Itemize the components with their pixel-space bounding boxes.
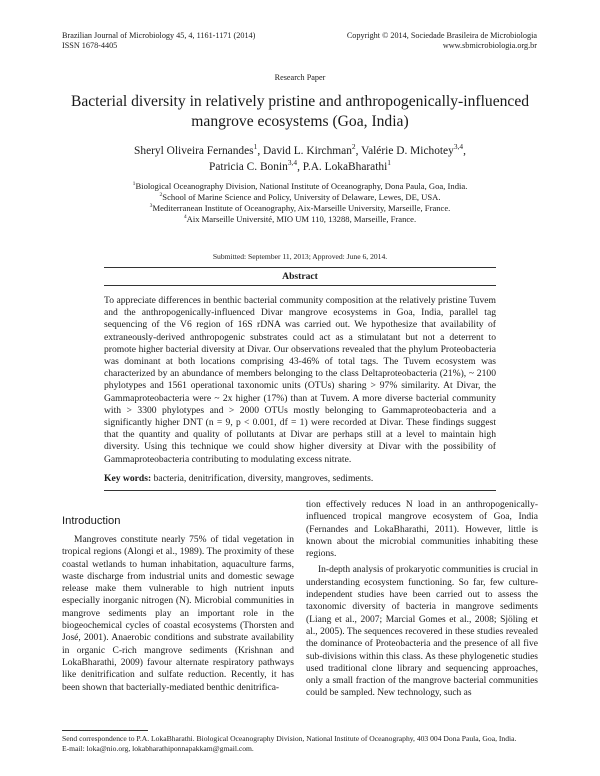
- journal-citation: [62, 31, 255, 51]
- abstract-heading-rule: [104, 285, 496, 286]
- intro-paragraph: In-depth analysis of prokaryotic communities is crucial in understanding ecosystem functioning. So far, few culture-independent studies have been carried out to assess the taxonomic diversity of bacteria in mangrove sediments (Liang et al., 2007; Marcial Gomes et al., 2008; Sjöling et al., 2005). The sequences recovered in these studies revealed the dominance of Proteobacteria and the presence of all five sub-divisions within this class. As these phylogenetic studies used traditional clone library and sequencing approaches, only a small fraction of the mangrove bacterial communities could be sampled. New technology, such as: [306, 565, 538, 699]
- issn: ISSN 1678-4405: [62, 41, 118, 50]
- abstract-bottom-rule: [104, 490, 496, 491]
- abstract-top-rule: [104, 267, 496, 268]
- intro-right-column: [306, 499, 538, 700]
- paper-type: Research Paper: [274, 73, 326, 82]
- website[interactable]: www.sbmicrobiologia.org.br: [442, 41, 537, 50]
- intro-left-column: [62, 534, 294, 694]
- section-heading-introduction: Introduction: [62, 515, 121, 527]
- abstract-heading: Abstract: [282, 271, 318, 282]
- affiliation: $^1$Biological Oceanography Division, National Institute of Oceanography, Dona Paula, Goa, India.: [132, 181, 468, 191]
- correspondence-footnote: [62, 734, 542, 753]
- copyright-block: [347, 31, 537, 51]
- journal-line: Brazilian Journal of Microbiology 45, 4, 1161-1171 (2014): [62, 31, 256, 40]
- copyright: Copyright © 2014, Sociedade Brasileira de Microbiologia: [346, 31, 537, 40]
- author-list: [95, 143, 505, 175]
- footnote-email[interactable]: E-mail: loka@nio.org, lokabharathiponnapakkam@gmail.com.: [62, 743, 254, 753]
- author: David L. Kirchman$^2$,: [263, 142, 362, 157]
- footnote-line: Send correspondence to P.A. LokaBharathi. Biological Oceanography Division, National Institute of Oceanography, 403 004 Dona Paula, Goa, India.: [62, 734, 517, 743]
- keywords: [104, 473, 496, 485]
- abstract-text: To appreciate differences in benthic bacterial community composition at the relatively pristine Tuvem and the anthropogenically-influenced Divar mangrove ecosystems in Goa, India, parallel tag sequencing of the V6 region of 16S rDNA was carried out. We hypothesize that availability of extraneously-derived anthropogenic substrates could act as a stimulatant but not a deterrent to promote higher bacterial diversity at Divar. Our observations revealed that the phylum Proteobacteria was dominant at both locations comprising 43-46% of total tags. The Tuvem ecosystem was characterized by an abundance of members belonging to the class Deltaproteobacteria (21%), ~ 2100 phylotypes and 1561 operational taxonomic units (OTUs) sharing > 97% similarity. At Divar, the Gammaproteobacteria were ~ 2x higher (17%) than at Tuvem. A more diverse bacterial community with > 3300 phylotypes and > 2000 OTUs mostly belonging to Gammaproteobacteria and a significantly higher DNT (n = 9, p < 0.001, df = 1) were recorded at Divar. These findings suggest that the quantity and quality of pollutants at Divar are perhaps still at a level to maintain high diversity. Using this technique we could show higher diversity at Divar with the possibility of Gammaproteobacteria contributing to modulating excess nitrate.: [104, 295, 496, 465]
- author: Patricia C. Bonin$^{3,4}$,: [209, 158, 303, 173]
- affiliation: $^4$Aix Marseille Université, MIO UM 110, 13288, Marseille, France.: [183, 214, 417, 224]
- intro-paragraph: Mangroves constitute nearly 75% of tidal vegetation in tropical regions (Alongi et al., 1989). The proximity of these coastal wetlands to human inhabitation, aquaculture farms, waste discharge from industrial units and domestic sewage release make them vulnerable to high nutrient inputs especially inorganic nitrogen (N). Microbial communities in mangrove sediments play an important role in the biogeochemical cycles of coastal ecosystems (Thorsten and José, 2001). Anaerobic conditions and substrate availability in organic C-rich mangrove sediments (Krishnan and LokaBharathi, 2009) favour alternate respiratory pathways like denitrification and sulfate reduction. Recently, it has been shown that bacterially-mediated benthic denitrifica-: [62, 535, 294, 693]
- author: P.A. LokaBharathi$^1$: [302, 158, 391, 173]
- affiliation: $^3$Mediterranean Institute of Oceanography, Aix-Marseille University, Marseille, France.: [149, 203, 451, 213]
- affiliation: $^2$School of Marine Science and Policy, University of Delaware, Lewes, DE, USA.: [159, 192, 441, 202]
- keywords-label: Key words:: [104, 473, 152, 484]
- keywords-text: bacteria, denitrification, diversity, mangroves, sediments.: [153, 473, 374, 484]
- footnote-rule: [62, 730, 148, 731]
- author: Sheryl Oliveira Fernandes$^1$,: [134, 142, 264, 157]
- paper-title: Bacterial diversity in relatively pristine and anthropogenically-influenced mangrove ecosystems (Goa, India): [70, 93, 530, 130]
- author: Valérie D. Michotey$^{3,4}$,: [361, 142, 466, 157]
- intro-paragraph: tion effectively reduces N load in an anthropogenically-influenced tropical mangrove ecosystem of Goa, India (Fernandes and LokaBharathi, 2011). However, little is known about the microbial communities inhabiting these regions.: [306, 500, 538, 560]
- submission-dates: Submitted: September 11, 2013; Approved: June 6, 2014.: [212, 252, 388, 261]
- affiliations: [60, 181, 540, 225]
